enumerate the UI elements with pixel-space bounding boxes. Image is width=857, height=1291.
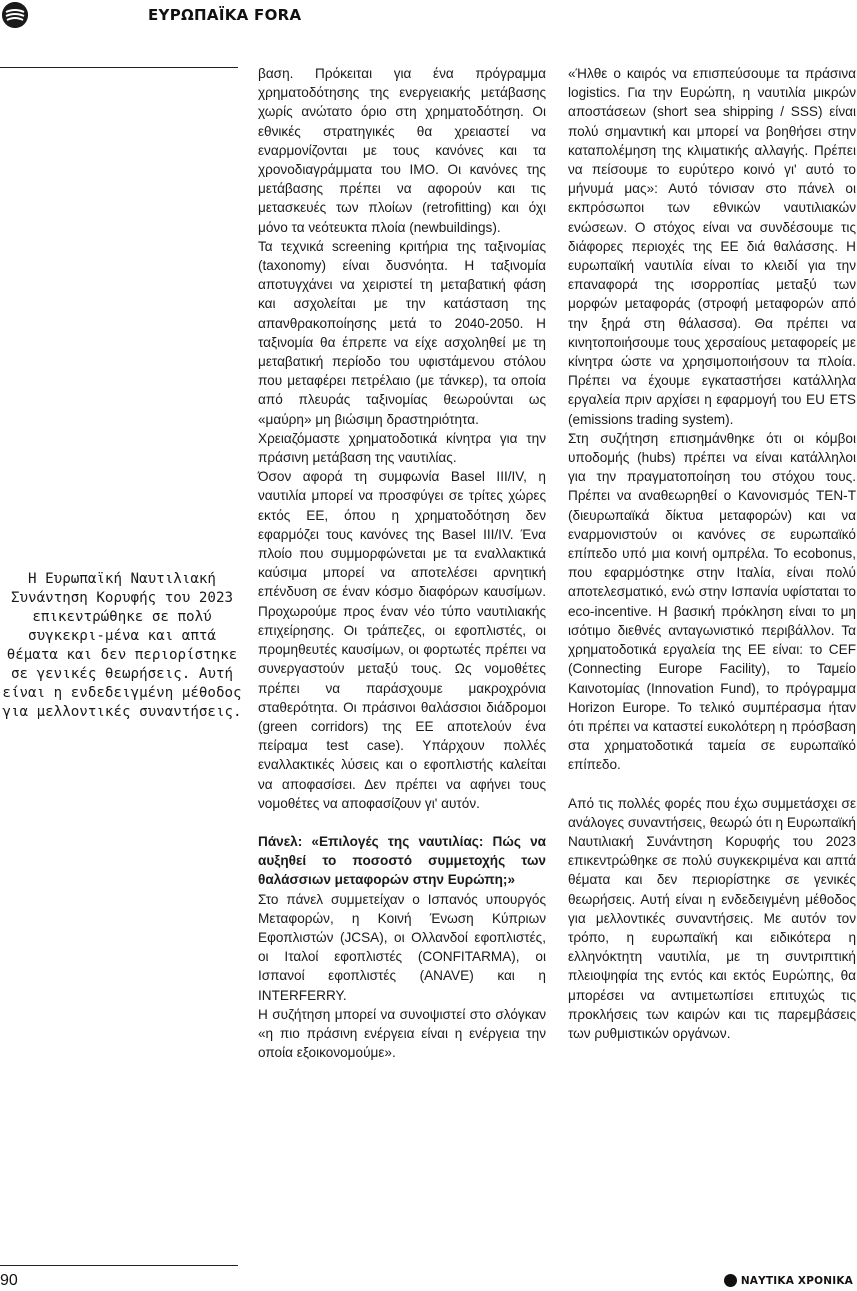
- section-heading: Πάνελ: «Επιλογές της ναυτιλίας: Πώς να αυξηθεί το ποσοστό συμμετοχής των θαλάσσιων μεταφορών στην Ευρώπη;»: [258, 833, 546, 888]
- article-column-2: [568, 64, 856, 1043]
- bottom-divider: [0, 1265, 238, 1266]
- paragraph: Τα τεχνικά screening κριτήρια της ταξινομίας (taxonomy) είναι δυσνόητα. Η ταξινομία αποτυγχάνει να χειριστεί τη μεταβατική φάση και ασχολείται με την κατάσταση της απανθρακοποίησης μετά το 2040-2050. Η ταξινομία θα έπρεπε να είχε ασχοληθεί με τη μεταβατική περίοδο του υφιστάμενου στόλου που μεταφέρει πετρέλαιο (με τάνκερ), τα οποία από πλευράς ταξινομίας θεωρούνται ως «μαύρη» μη βιώσιμη δραστηριότητα.: [258, 238, 546, 427]
- paragraph: Από τις πολλές φορές που έχω συμμετάσχει σε ανάλογες συναντήσεις, θεωρώ ότι η Ευρωπαϊκή Ναυτιλιακή Συνάντηση Κορυφής του 2023 επικεντρώθηκε σε πολύ συγκεκριμένα και απτά θέματα και δεν περιορίστηκε σε γενικές θεωρήσεις. Αυτή είναι η ενδεδειγμένη μέθοδος για μελλοντικές συναντήσεις. Με αυτόν τον τρόπο, η ευρωπαϊκή και ειδικότερα η ελληνόκτητη ναυτιλία, με τη συντριπτική πλειοψηφία της εντός και εκτός Ευρώπης, θα μπορέσει να αντιμετωπίσει επιτυχώς τις προκλήσεις των καιρών και τις παρεμβάσεις των ρυθμιστικών οργάνων.: [568, 795, 856, 1041]
- paragraph: Χρειαζόμαστε χρηματοδοτικά κίνητρα για την πράσινη μετάβαση της ναυτιλίας.: [258, 430, 546, 466]
- magazine-logo-icon: [2, 2, 28, 28]
- paragraph: «Ήλθε ο καιρός να επισπεύσουμε τα πράσινα logistics. Για την Ευρώπη, η ναυτιλία μικρών αποστάσεων (short sea shipping / SSS) είναι πολύ σημαντική και μπορεί να βοηθήσει στην καταπολέμηση της κλιματικής αλλαγής. Πρέπει να πείσουμε το ευρύτερο κοινό γι' αυτό το μήνυμά μας»: Αυτό τόνισαν στο πάνελ οι εκπρόσωποι των εθνικών ναυτιλιακών ενώσεων. Ο στόχος είναι να συνδέσουμε τις διάφορες περιοχές της ΕΕ διά θαλάσσης. Η ευρωπαϊκή ναυτιλία είναι το κλειδί για την επαναφορά της ισορροπίας μεταξύ των μορφών μεταφοράς (στροφή μεταφορών από την ξηρά στη θάλασσα). Θα πρέπει να κινητοποιήσουμε τους χερσαίους μεταφορείς με κίνητρα ώστε να χρησιμοποιήσουν τα πλοία. Πρέπει να έχουμε εγκαταστήσει κατάλληλα εργαλεία πριν αρχίσει η εφαρμογή του EU ETS (emissions trading system).: [568, 66, 856, 427]
- footer-brand: [724, 1274, 853, 1287]
- paragraph: Όσον αφορά τη συμφωνία Basel III/IV, η ναυτιλία μπορεί να προσφύγει σε τρίτες χώρες εκτός ΕΕ, όπου η χρηματοδότηση δεν εφαρμόζει τους κανόνες της Basel III/IV. Ένα πλοίο που συμμορφώνεται με τα εναλλακτικά καύσιμα μπορεί να αποτελέσει αρνητική επένδυση σε έναν κόσμο διαφόρων καυσίμων. Προχωρούμε προς έναν νέο τύπο ναυτιλιακής επιχείρησης. Οι τράπεζες, οι εφοπλιστές, οι προμηθευτές καυσίμων, οι φορτωτές πρέπει να συνεργαστούν μεταξύ τους. Ως νομοθέτες πρέπει να παράσχουμε μακροχρόνια σταθερότητα. Οι πράσινοι θαλάσσιοι διάδρομοι (green corridors) της ΕΕ αποτελούν ένα πείραμα test case). Υπάρχουν πολλές εναλλακτικές λύσεις και ο εφοπλιστής καλείται να αποφασίσει. Δεν πρέπει να αφήνει τους νομοθέτες να αποφασίζουν γι' αυτόν.: [258, 469, 546, 811]
- brand-logo-icon: [724, 1274, 737, 1287]
- page-number: 90: [0, 1272, 18, 1289]
- paragraph: Στη συζήτηση επισημάνθηκε ότι οι κόμβοι υποδομής (hubs) πρέπει να είναι κατάλληλοι για την πραγματοποίηση του στόχου τους. Πρέπει να αναθεωρηθεί ο Κανονισμός TEN-T (διευρωπαϊκά δίκτυα μεταφορών) και να εναρμονιστούν οι κανόνες σε ευρωπαϊκό επίπεδο υπό μια κοινή ομπρέλα. Το ecobonus, που εφαρμόστηκε στην Ιταλία, είναι πολύ αποτελεσματικό, ενώ στην Ισπανία υφίσταται το eco-incentive. Η βασική πρόκληση είναι το μη ισότιμο διεθνές ανταγωνιστικό περιβάλλον. Τα χρηματοδοτικά εργαλεία της ΕΕ είναι: το CEF (Connecting Europe Facility), το Ταμείο Καινοτομίας (Innovation Fund), το πρόγραμμα Horizon Europe. Το τελικό συμπέρασμα ήταν ότι πρέπει να καταστεί ευκολότερη η πρόσβαση στα χρηματοδοτικά ταμεία σε ευρωπαϊκό επίπεδο.: [568, 430, 856, 773]
- top-divider: [0, 67, 238, 68]
- paragraph: βαση. Πρόκειται για ένα πρόγραμμα χρηματοδότησης της ενεργειακής μετάβασης χωρίς ανώτατο όριο στη χρηματοδότηση. Οι εθνικές στρατηγικές θα χρειαστεί να εναρμονίζονται με τους κανόνες και τα χρονοδιαγράμματα του ΙΜΟ. Οι κανόνες της μετάβασης πρέπει να αφορούν και τις μετασκευές των πλοίων (retrofitting) και όχι μόνο τα νεότευκτα πλοία (newbuildings).: [258, 66, 546, 235]
- article-column-1: [258, 64, 546, 1062]
- brand-name: ΝΑΥΤΙΚΑ ΧΡΟΝΙΚΑ: [740, 1274, 853, 1287]
- paragraph: Στο πάνελ συμμετείχαν ο Ισπανός υπουργός Μεταφορών, η Κοινή Ένωση Κύπριων Εφοπλιστών (JCSA), οι Ολλανδοί εφοπλιστές, οι Ιταλοί εφοπλιστές (CONFITARMA), οι Ισπανοί εφοπλιστές (ANAVE) και η INTERFERRY.: [258, 891, 546, 1003]
- paragraph: Η συζήτηση μπορεί να συνοψιστεί στο σλόγκαν «η πιο πράσινη ενέργεια είναι η ενέργεια την οποία εξοικονομούμε».: [258, 1006, 546, 1061]
- section-title: ΕΥΡΩΠΑΪΚΑ FORA: [148, 6, 302, 24]
- pull-quote: Η Ευρωπαϊκή Ναυτιλιακή Συνάντηση Κορυφής του 2023 επικεντρώθηκε σε πολύ συγκεκρι-μένα και απτά θέματα και δεν περιορίστηκε σε γενικές θεωρήσεις. Αυτή είναι η ενδεδειγμένη μέθοδος για μελλοντικές συναντήσεις.: [2, 571, 242, 720]
